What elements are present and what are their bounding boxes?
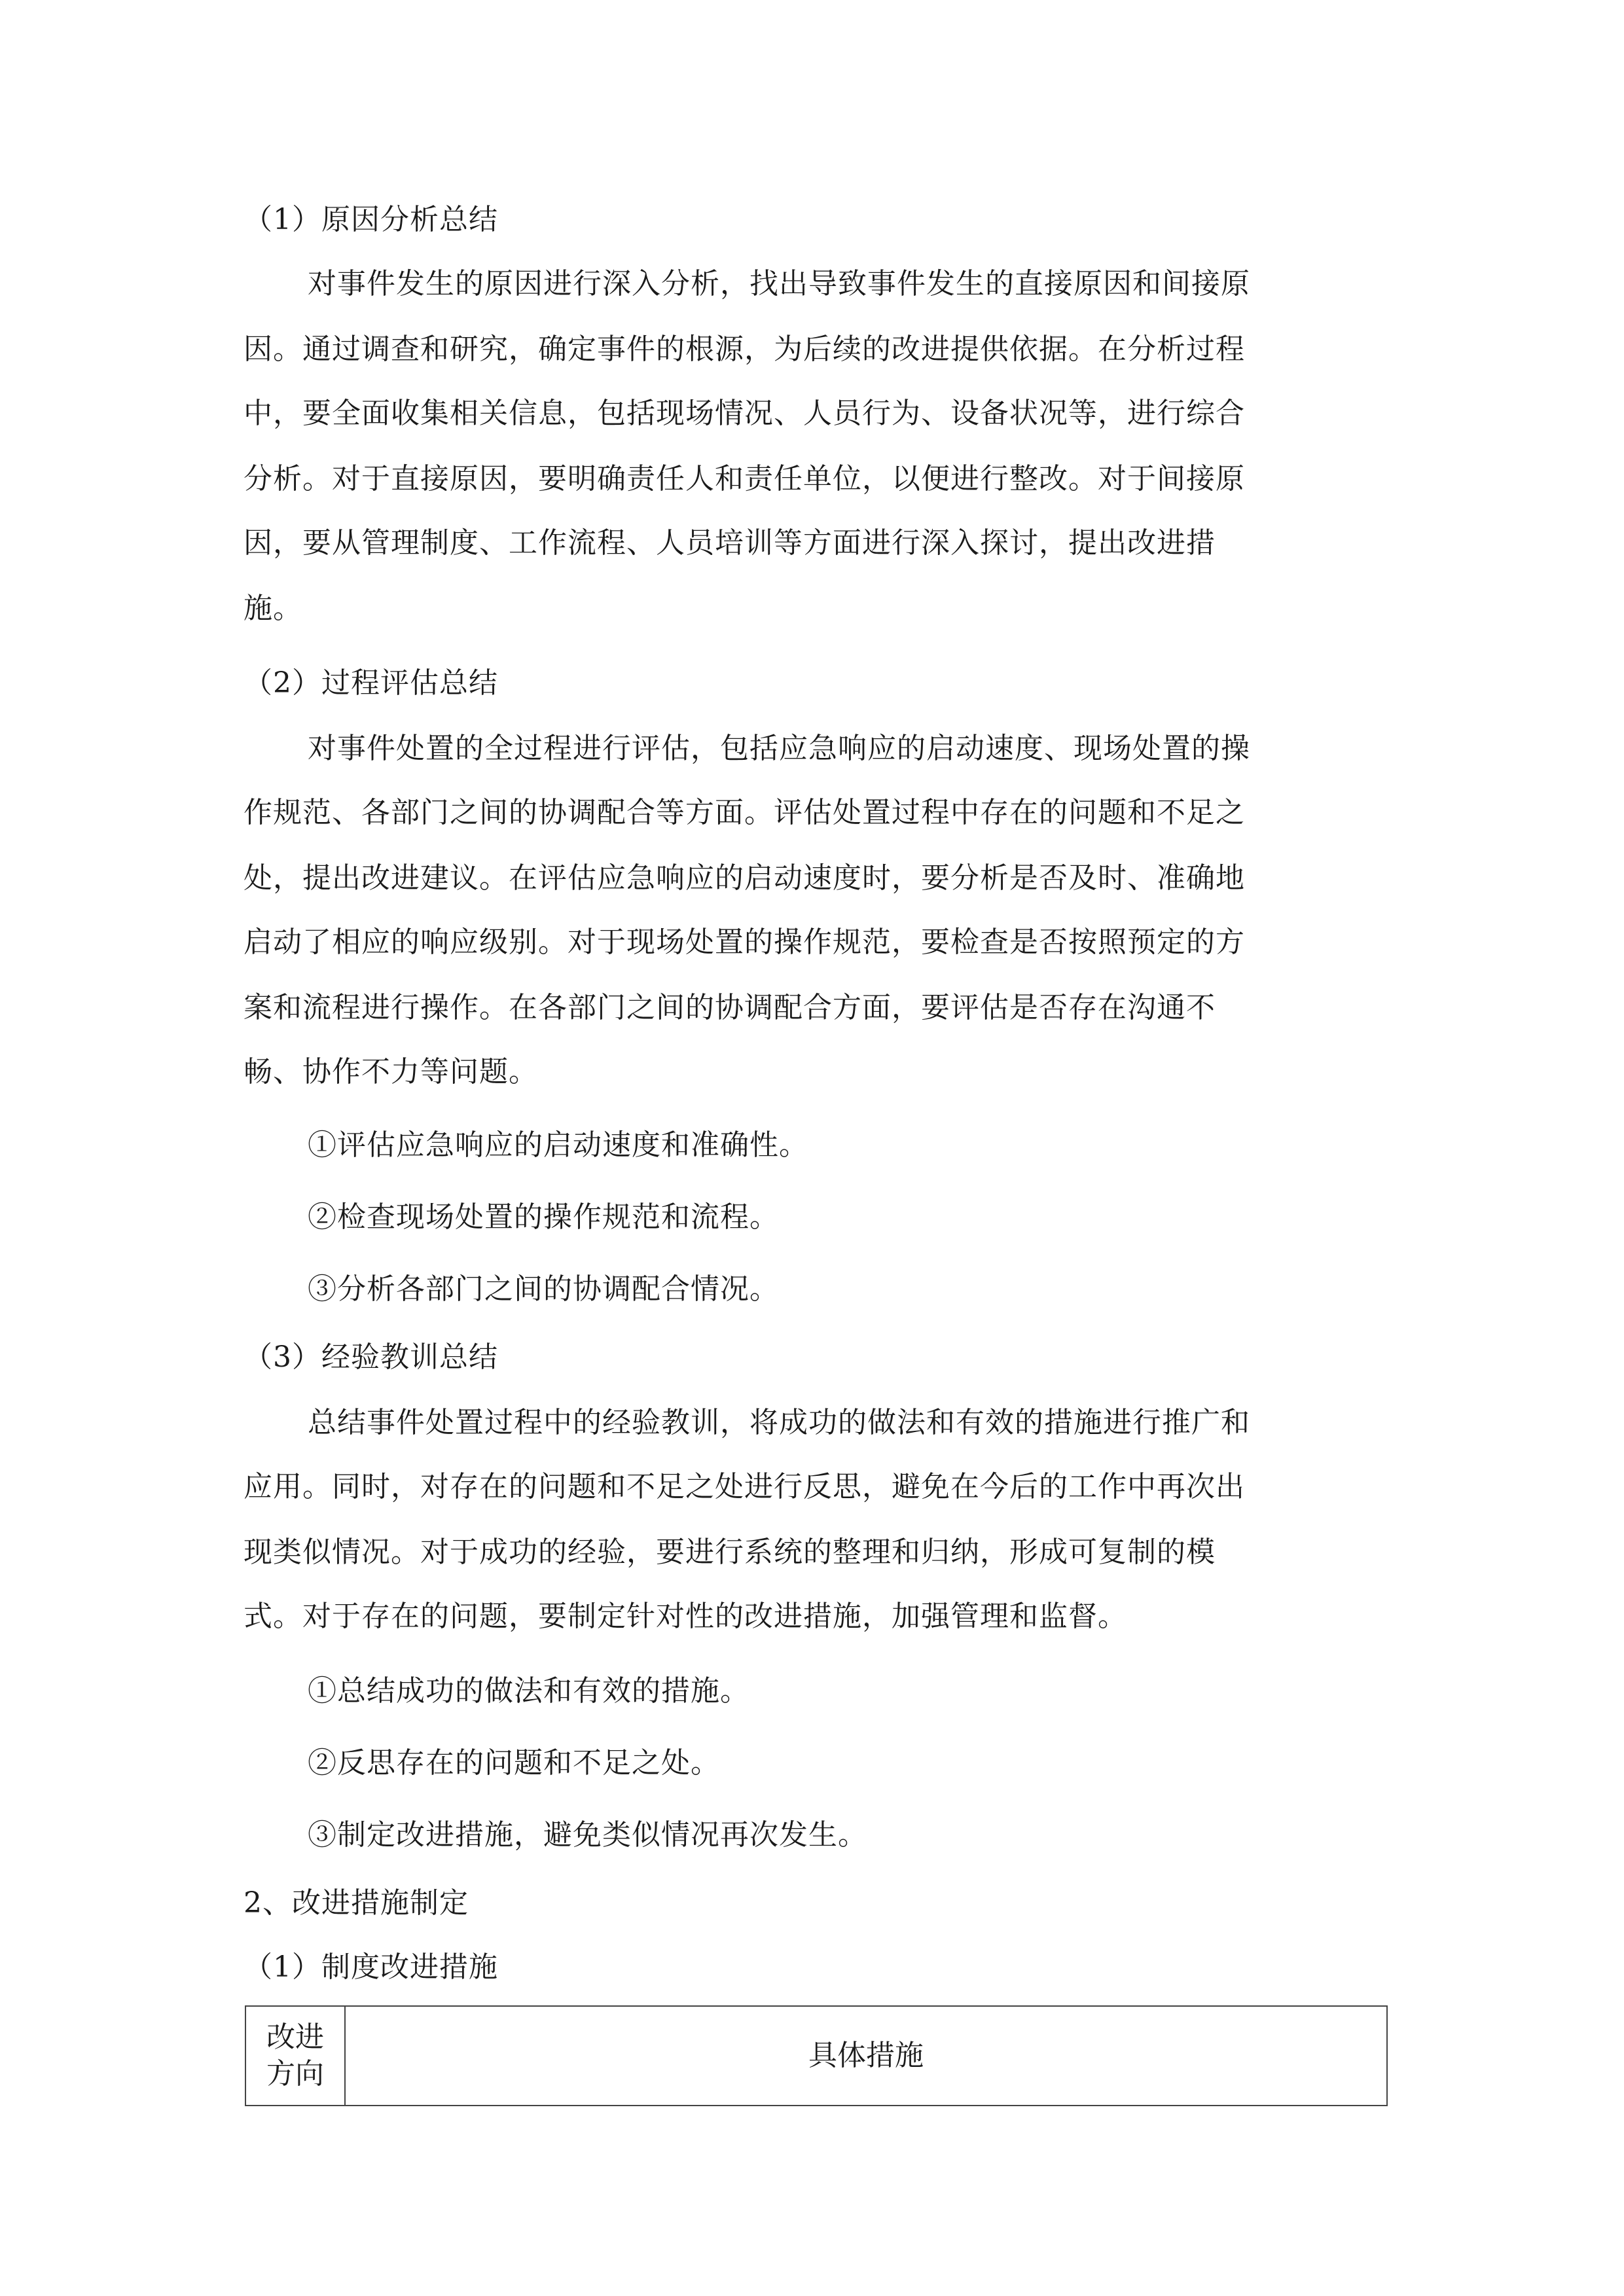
subheading-system-improvement: （1）制度改进措施	[244, 1950, 498, 1984]
list-item: ①评估应急响应的启动速度和准确性。	[308, 1128, 808, 1162]
column-header-measures: 具体措施	[345, 2006, 1387, 2106]
section-heading-cause-analysis: （1）原因分析总结	[244, 203, 498, 236]
list-item: ③制定改进措施，避免类似情况再次发生。	[308, 1818, 867, 1852]
list-item: ③分析各部门之间的协调配合情况。	[308, 1272, 779, 1306]
paragraph-line: 处，提出改进建议。在评估应急响应的启动速度时，要分析是否及时、准确地	[244, 861, 1245, 895]
paragraph-line: 分析。对于直接原因，要明确责任人和责任单位，以便进行整改。对于间接原	[244, 462, 1245, 495]
paragraph-line: 式。对于存在的问题，要制定针对性的改进措施，加强管理和监督。	[244, 1600, 1127, 1633]
improvement-measures-table	[245, 2005, 1388, 2106]
paragraph-line: 案和流程进行操作。在各部门之间的协调配合方面，要评估是否存在沟通不	[244, 991, 1216, 1024]
column-header-direction	[245, 2006, 345, 2106]
paragraph-line: 因。通过调查和研究，确定事件的根源，为后续的改进提供依据。在分析过程	[244, 332, 1245, 366]
paragraph-line: 对事件处置的全过程进行评估，包括应急响应的启动速度、现场处置的操	[308, 732, 1250, 765]
paragraph-line: 中，要全面收集相关信息，包括现场情况、人员行为、设备状况等，进行综合	[244, 397, 1245, 430]
paragraph-line: 应用。同时，对存在的问题和不足之处进行反思，避免在今后的工作中再次出	[244, 1470, 1245, 1503]
paragraph-line: 总结事件处置过程中的经验教训，将成功的做法和有效的措施进行推广和	[308, 1406, 1250, 1439]
paragraph-line: 施。	[244, 592, 302, 625]
section-heading-lessons-learned: （3）经验教训总结	[244, 1340, 498, 1374]
paragraph-line: 启动了相应的响应级别。对于现场处置的操作规范，要检查是否按照预定的方	[244, 925, 1245, 959]
table-header-row	[245, 2006, 1387, 2106]
list-item: ①总结成功的做法和有效的措施。	[308, 1674, 749, 1708]
list-item: ②检查现场处置的操作规范和流程。	[308, 1200, 779, 1234]
paragraph-line: 对事件发生的原因进行深入分析，找出导致事件发生的直接原因和间接原	[308, 267, 1250, 300]
section-heading-process-evaluation: （2）过程评估总结	[244, 666, 498, 700]
paragraph-line: 畅、协作不力等问题。	[244, 1055, 538, 1088]
column-header-direction-line1: 改进	[266, 2020, 324, 2054]
part-heading-improvement-measures: 2、改进措施制定	[244, 1886, 469, 1920]
paragraph-line: 作规范、各部门之间的协调配合等方面。评估处置过程中存在的问题和不足之	[244, 796, 1245, 829]
list-item: ②反思存在的问题和不足之处。	[308, 1746, 720, 1780]
column-header-direction-line2: 方向	[266, 2057, 324, 2090]
paragraph-line: 现类似情况。对于成功的经验，要进行系统的整理和归纳，形成可复制的模	[244, 1535, 1216, 1569]
paragraph-line: 因，要从管理制度、工作流程、人员培训等方面进行深入探讨，提出改进措	[244, 526, 1216, 560]
